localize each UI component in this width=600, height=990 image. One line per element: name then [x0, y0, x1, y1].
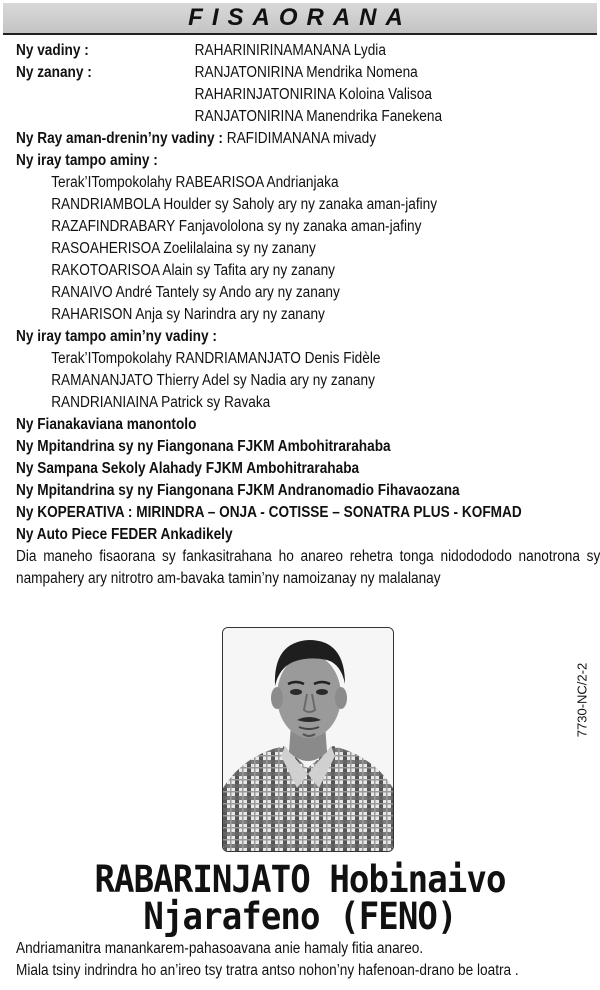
reference-code: 7730-NC/2-2 [574, 662, 590, 738]
child-row [16, 84, 530, 106]
spouse-siblings-label: Ny iray tampo amin’ny vadiny : [16, 328, 217, 345]
children-label: Ny zanany : [16, 64, 92, 81]
organization-item: Ny Sampana Sekoly Alahady FJKM Ambohitrarahaba [16, 460, 360, 477]
organization-item: Ny Mpitandrina sy ny Fiangonana FJKM Andranomadio Fihavaozana [16, 482, 460, 499]
deceased-name-line1: RABARINJATO Hobinaivo [94, 858, 506, 901]
sibling-item: RASOAHERISOA Zoelilalaina sy ny zanany [51, 240, 316, 257]
child-name: RANJATONIRINA Manendrika Fanekena [194, 108, 443, 125]
thanks-paragraph: Dia maneho fisaorana sy fankasitrahana ho anareo rehetra tonga nidodododo nanotrona sy nampahery ary nitrotro am-bavaka tamin’ny namoizanay ny malalanay [16, 548, 600, 587]
organization-item: Ny Mpitandrina sy ny Fiangonana FJKM Ambohitrarahaba [16, 438, 391, 455]
parents-in-law-row [16, 128, 530, 150]
header-banner [3, 3, 597, 35]
sibling-item: RAHARISON Anja sy Narindra ary ny zanany [51, 306, 325, 323]
parents-in-law-name: RAFIDIMANANA mivady [226, 130, 377, 147]
parents-in-law-label: Ny Ray aman-drenin’ny vadiny : [16, 130, 223, 147]
sibling-item: RAKOTOARISOA Alain sy Tafita ary ny zanany [51, 262, 335, 279]
sibling-item: RANDRIAMBOLA Houlder sy Saholy ary ny zanaka aman-jafiny [51, 196, 438, 213]
children-row [16, 62, 530, 84]
spouse-label: Ny vadiny : [16, 42, 89, 59]
closing-line: Miala tsiny indrindra ho an’ireo tsy tratra antso nohon’ny hafenoan-drano be loatra . [16, 962, 519, 979]
spouse-sibling-item: RAMANANJATO Thierry Adel sy Nadia ary ny zanany [51, 372, 375, 389]
sibling-item: RAZAFINDRABARY Fanjavololona sy ny zanaka aman-jafiny [51, 218, 422, 235]
siblings-label: Ny iray tampo aminy : [16, 152, 158, 169]
child-name: RANJATONIRINA Mendrika Nomena [194, 64, 418, 81]
closing-line: Andriamanitra manankarem-pahasoavana anie hamaly fitia anareo. [16, 940, 424, 957]
body-text [16, 40, 600, 590]
child-row [16, 106, 530, 128]
organization-item: Ny Fianakaviana manontolo [16, 416, 197, 433]
closing-text [16, 938, 530, 982]
organization-item: Ny Auto Piece FEDER Ankadikely [16, 526, 233, 543]
spouse-name: RAHARINIRINAMANANA Lydia [194, 42, 386, 59]
sibling-item: RANAIVO André Tantely sy Ando ary ny zanany [51, 284, 340, 301]
spouse-sibling-item: RANDRIANIAINA Patrick sy Ravaka [51, 394, 271, 411]
portrait-illustration [223, 628, 393, 851]
header-title: FISAORANA [188, 4, 412, 31]
child-name: RAHARINJATONIRINA Koloina Valisoa [194, 86, 432, 103]
organization-item: Ny KOPERATIVA : MIRINDRA – ONJA - COTISSE – SONATRA PLUS - KOFMAD [16, 504, 522, 521]
sibling-item: Terak’ITompokolahy RABEARISOA Andrianjaka [51, 174, 339, 191]
portrait-photo [222, 627, 394, 852]
spouse-row [16, 40, 530, 62]
spouse-sibling-item: Terak’ITompokolahy RANDRIAMANJATO Denis Fidèle [51, 350, 381, 367]
deceased-name-line2: Njarafeno (FENO) [143, 895, 457, 938]
